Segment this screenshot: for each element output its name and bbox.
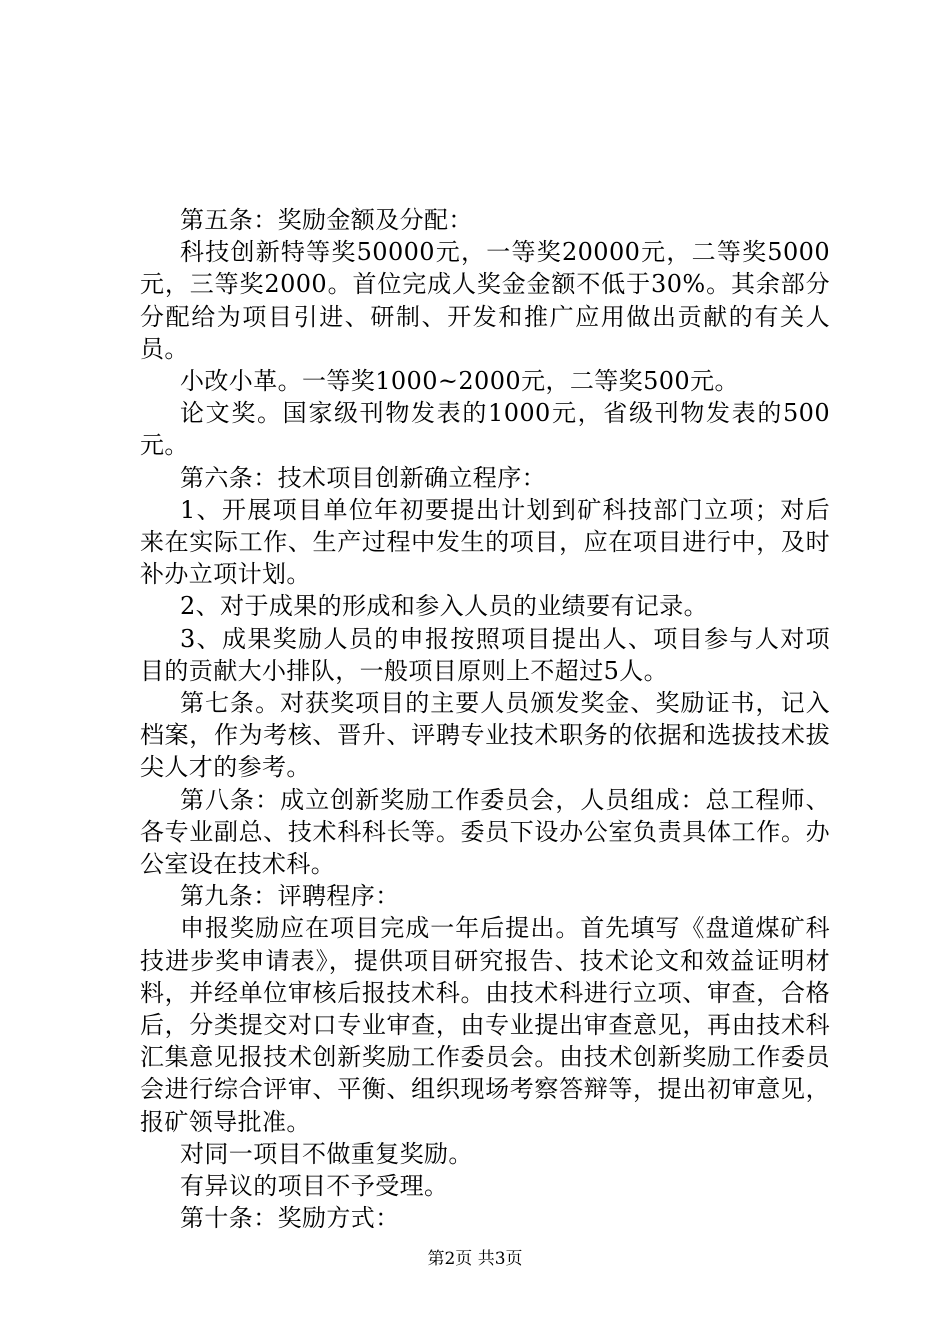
paragraph-article-7: 第七条。对获奖项目的主要人员颁发奖金、奖励证书，记入档案，作为考核、晋升、评聘专业技术职务的依据和选拔技术拔尖人才的参考。 (140, 689, 830, 782)
paragraph-procedure-1: 1、开展项目单位年初要提出计划到矿科技部门立项；对后来在实际工作、生产过程中发生的项目，应在项目进行中，及时补办立项计划。 (140, 495, 830, 589)
paragraph-article-9-heading: 第九条：评聘程序： (180, 882, 400, 911)
paragraph-article-8: 第八条：成立创新奖励工作委员会，人员组成：总工程师、各专业副总、技术科科长等。委员下设办公室负责具体工作。办公室设在技术科。 (140, 785, 830, 879)
paragraph-procedure-2: 2、对于成果的形成和参入人员的业绩要有记录。 (180, 592, 709, 621)
paragraph-article-5-heading: 第五条：奖励金额及分配： (180, 206, 473, 234)
document-body (140, 204, 830, 1235)
paragraph-paper-awards: 论文奖。国家级刊物发表的1000元，省级刊物发表的500元。 (140, 399, 830, 460)
paragraph-application-procedure: 申报奖励应在项目完成一年后提出。首先填写《盘道煤矿科技进步奖申请表》，提供项目研究报告、技术论文和效益证明材料，并经单位审核后报技术科。由技术科进行立项、审查，合格后，分类提交对口专业审查，由专业提出审查意见，再由技术科汇集意见报技术创新奖励工作委员会。由技术创新奖励工作委员会进行综合评审、平衡、组织现场考察答辩等，提出初审意见，报矿领导批准。 (140, 914, 830, 1136)
paragraph-disputed-projects: 有异议的项目不予受理。 (180, 1172, 449, 1201)
page-number-footer: 第2页 共3页 (427, 1249, 523, 1269)
paragraph-article-10-heading: 第十条：奖励方式： (180, 1204, 400, 1233)
paragraph-no-duplicate-awards: 对同一项目不做重复奖励。 (180, 1139, 473, 1168)
paragraph-minor-improvement-awards: 小改小革。一等奖1000~2000元，二等奖500元。 (180, 367, 739, 396)
paragraph-article-6-heading: 第六条：技术项目创新确立程序： (180, 463, 546, 492)
paragraph-tech-innovation-awards: 科技创新特等奖50000元，一等奖20000元，二等奖5000元，三等奖2000。首位完成人奖金金额不低于30%。其余部分分配给为项目引进、研制、开发和推广应用做出贡献的有关人员。 (140, 238, 830, 363)
paragraph-procedure-3: 3、成果奖励人员的申报按照项目提出人、项目参与人对项目的贡献大小排队，一般项目原则上不超过5人。 (140, 624, 830, 685)
